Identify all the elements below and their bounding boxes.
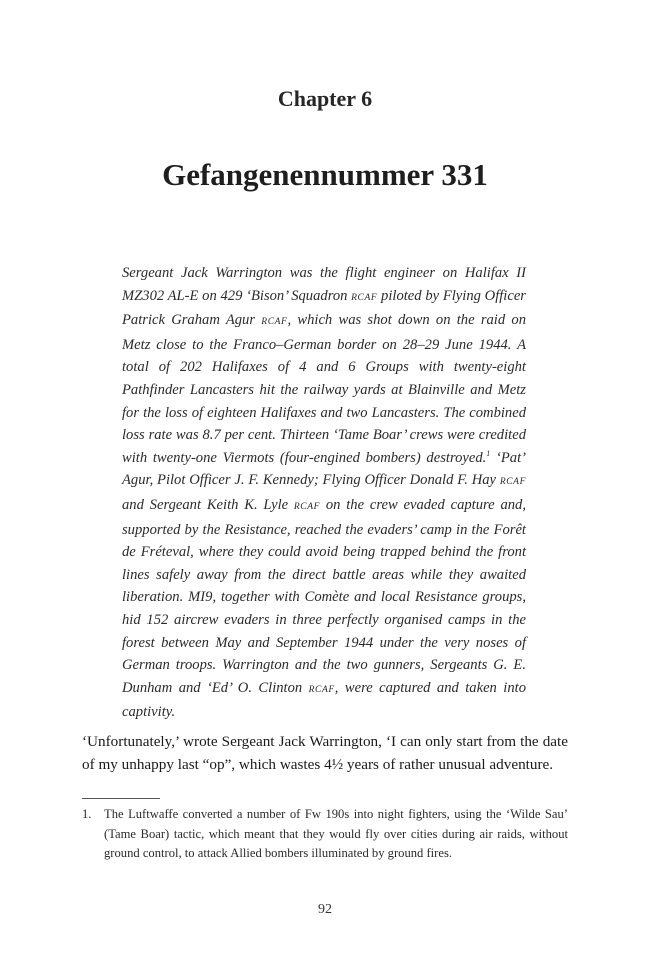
- rcaf-abbr: RCAF: [308, 684, 335, 695]
- body-paragraph: ‘Unfortunately,’ wrote Sergeant Jack Warrington, ‘I can only start from the date of my unhappy last “op”, which wastes 4½ years of rather unusual adventure.: [82, 733, 568, 773]
- chapter-intro: [122, 262, 526, 724]
- rcaf-abbr: RCAF: [351, 292, 378, 303]
- intro-text: ‘Pat’ Agur, Pilot Officer J. F. Kennedy; Flying Officer Donald F. Hay: [122, 449, 526, 489]
- chapter-label: Chapter 6: [277, 86, 373, 111]
- footnote-text: The Luftwaffe converted a number of Fw 190s into night fighters, using the ‘Wilde Sau’ (Tame Boar) tactic, which meant that they would fly over cities during air raids, without ground control, to attack Allied bombers illuminated by ground fires.: [104, 807, 568, 861]
- footnote: [82, 805, 568, 864]
- rcaf-abbr: RCAF: [261, 317, 288, 328]
- footnote-number: 1.: [82, 807, 92, 821]
- page-number: 92: [318, 902, 332, 917]
- intro-text: Sergeant Jack Warrington was the flight engineer on Halifax II MZ302 AL-E on 429 ‘Bison’ Squadron: [122, 265, 526, 304]
- chapter-title: Gefangenennummer 331: [162, 157, 488, 192]
- rcaf-abbr: RCAF: [293, 501, 321, 512]
- intro-text: on the crew evaded capture and, supported by the Resistance, reached the evaders’ camp in the Forêt de Fréteval, where they could avoid being trapped behind the front lines safely away from the direct battle areas while they awaited liberation. MI9, together with Comète and local Resistance groups, hid 152 aircrew evaders in three perfectly organised camps in the forest between May and September 1944 under the very noses of German troops. Warrington and the two gunners, Sergeants G. E. Dunham and ‘Ed’ O. Clinton: [122, 496, 526, 696]
- intro-text: , which was shot down on the raid on Metz close to the Franco–German border on 28–29 June 1944. A total of 202 Halifaxes of 4 and 6 Groups with twenty-eight Pathfinder Lancasters hit the railway yards at Blainville and Metz for the loss of eighteen Halifaxes and two Lancasters. The combined loss rate was 8.7 per cent. Thirteen ‘Tame Boar’ crews were credited with twenty-one Viermots (four-engined bombers) destroyed.: [122, 312, 526, 466]
- intro-text: piloted by Flying Officer Patrick Graham Agur: [122, 287, 526, 329]
- footnote-ref: 1: [486, 448, 491, 458]
- footnote-divider: [82, 798, 160, 799]
- rcaf-abbr: RCAF: [499, 477, 526, 488]
- intro-text: , were captured and taken into captivity.: [122, 679, 526, 721]
- intro-text: and Sergeant Keith K. Lyle: [122, 496, 294, 513]
